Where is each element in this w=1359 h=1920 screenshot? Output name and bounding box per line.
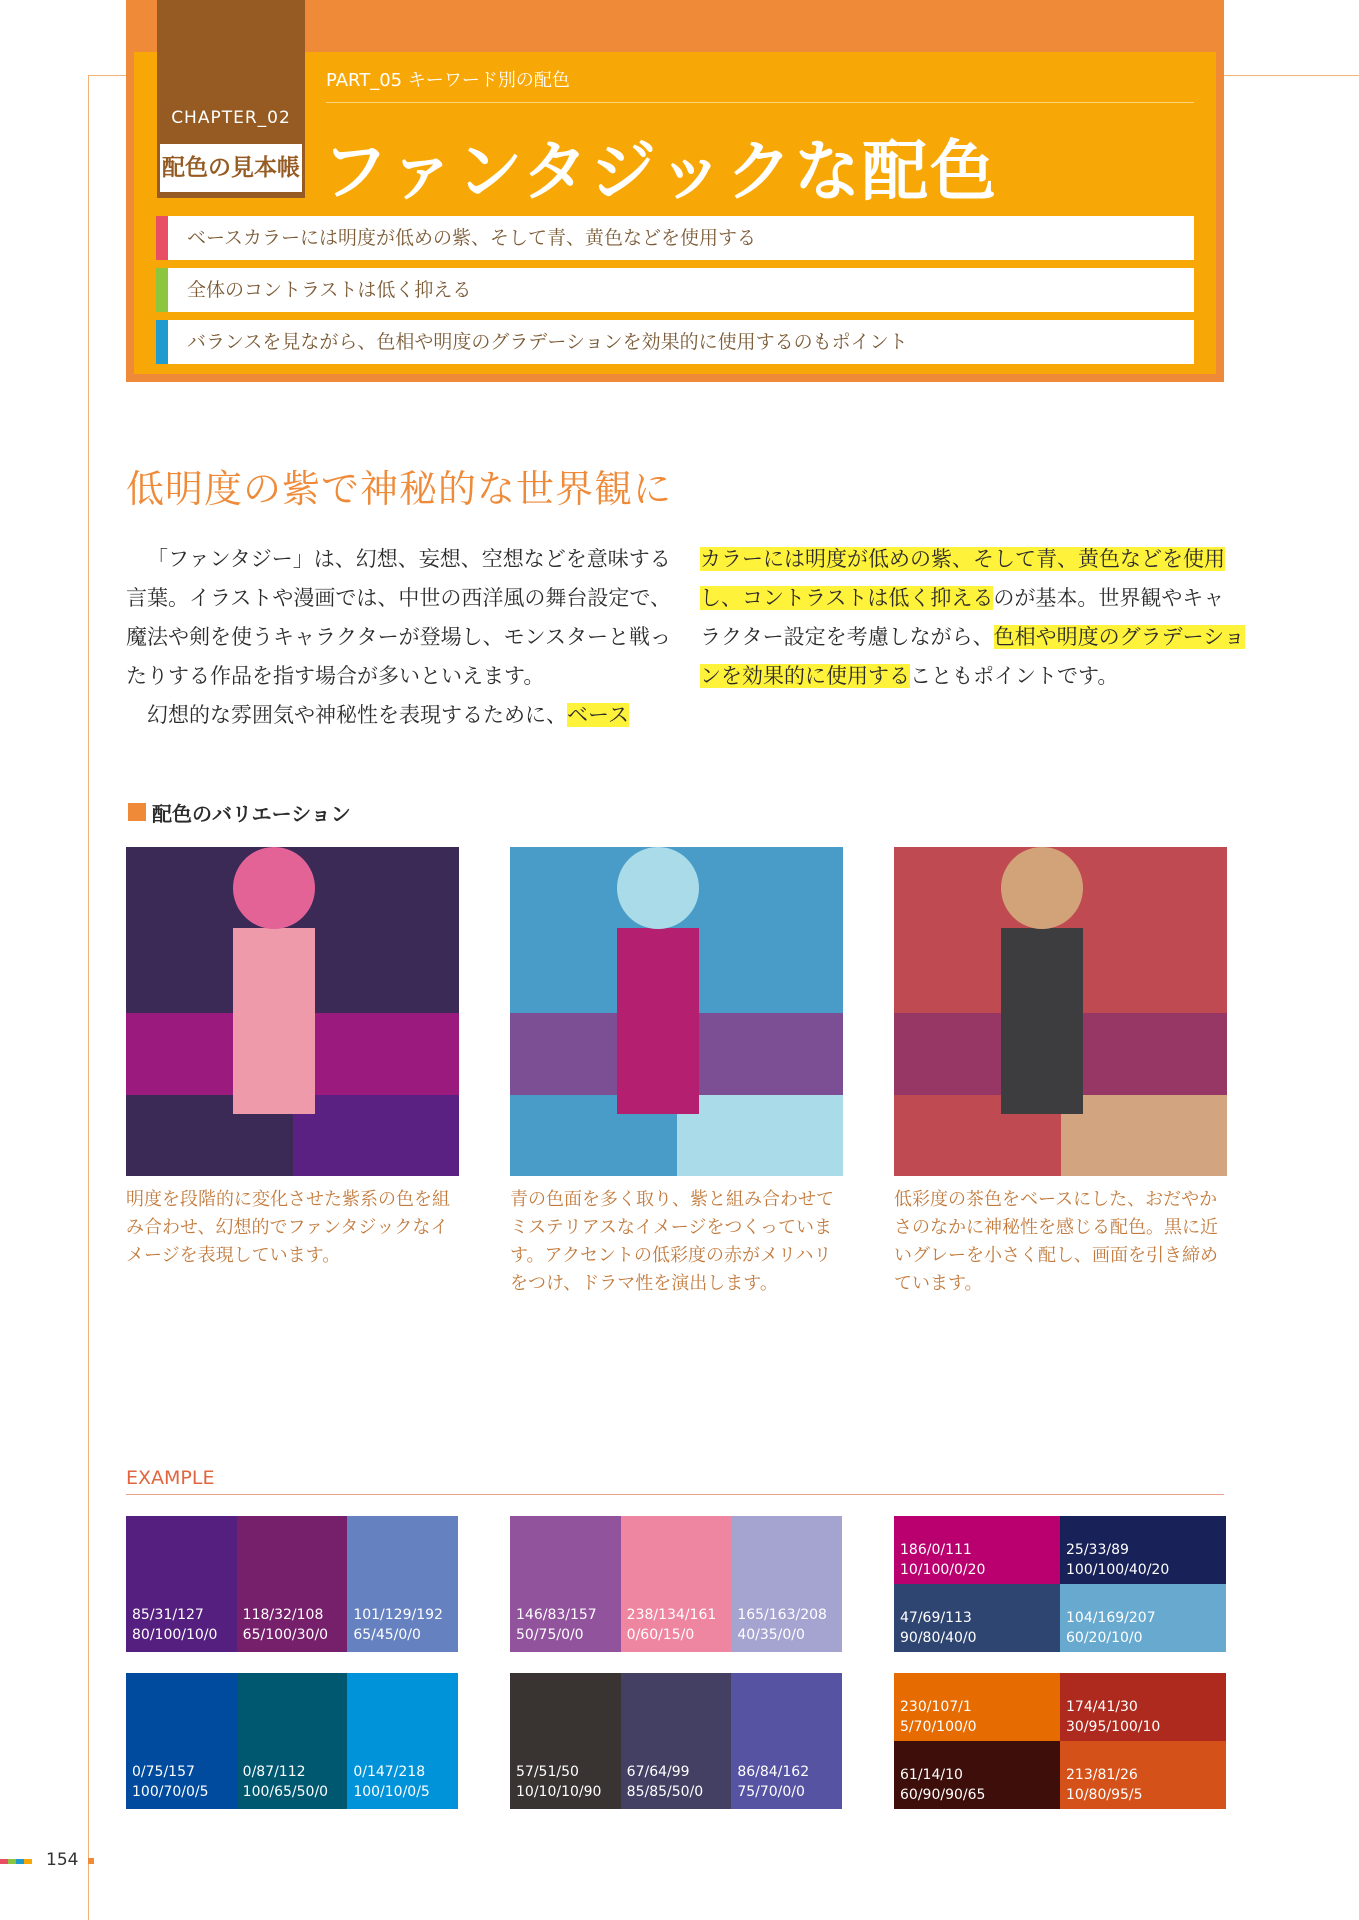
point-row xyxy=(156,268,1194,312)
swatch-rgb: 230/107/1 xyxy=(900,1699,972,1715)
swatch-values xyxy=(900,1765,985,1805)
swatch-values xyxy=(353,1605,443,1645)
color-swatch xyxy=(126,1673,237,1809)
variation-illustration xyxy=(510,847,843,1176)
swatch-values xyxy=(900,1540,985,1580)
variations-title: 配色のバリエーション xyxy=(152,802,351,826)
margin-rule-left xyxy=(88,75,126,76)
swatch-cmyk: 10/80/95/5 xyxy=(1066,1787,1143,1803)
margin-rule-vertical xyxy=(88,75,89,1920)
illus-bottom-right xyxy=(677,1095,844,1176)
highlight-text: 色相や明度のグラデーションを効果的に使用する xyxy=(700,625,1245,688)
chapter-box-label: 配色の見本帳 xyxy=(160,144,302,192)
point-row xyxy=(156,216,1194,260)
variation-caption: 青の色面を多く取り、紫と組み合わせてミステリアスなイメージをつくっています。アクセントの低彩度の赤がメリハリをつけ、ドラマ性を演出します。 xyxy=(510,1189,834,1294)
swatch-cmyk: 30/95/100/10 xyxy=(1066,1719,1161,1735)
color-swatch xyxy=(894,1741,1060,1809)
variation-caption: 低彩度の茶色をベースにした、おだやかさのなかに神秘性を感じる配色。黒に近いグレーを小さく配し、画面を引き締めています。 xyxy=(894,1189,1218,1294)
swatch-cmyk: 40/35/0/0 xyxy=(737,1627,805,1643)
figure-head xyxy=(1001,847,1083,929)
color-swatch xyxy=(1060,1584,1226,1652)
swatch-rgb: 101/129/192 xyxy=(353,1607,443,1623)
chapter-label: CHAPTER_02 xyxy=(171,108,291,128)
point-marker xyxy=(156,320,168,364)
color-swatch xyxy=(1060,1673,1226,1741)
page-title: ファンタジックな配色 xyxy=(322,133,999,210)
swatch-values xyxy=(1066,1765,1143,1805)
highlight-text: ベース xyxy=(567,703,629,727)
swatch-rgb: 25/33/89 xyxy=(1066,1542,1129,1558)
margin-rule-right xyxy=(1224,75,1359,76)
color-swatch xyxy=(347,1516,458,1652)
section-title: 低明度の紫で神秘的な世界観に xyxy=(126,467,673,511)
color-swatch xyxy=(621,1516,732,1652)
swatch-cmyk: 100/100/40/20 xyxy=(1066,1562,1170,1578)
point-row xyxy=(156,320,1194,364)
swatch-values xyxy=(516,1762,601,1802)
swatch-rgb: 174/41/30 xyxy=(1066,1699,1138,1715)
swatch-rgb: 47/69/113 xyxy=(900,1610,972,1626)
swatch-values xyxy=(243,1605,328,1645)
example-title: EXAMPLE xyxy=(126,1467,215,1489)
swatch-values xyxy=(900,1697,977,1737)
swatch-cmyk: 100/10/0/5 xyxy=(353,1784,430,1800)
swatch-rgb: 85/31/127 xyxy=(132,1607,204,1623)
figure-body xyxy=(1001,928,1083,1114)
section-marker xyxy=(128,803,146,821)
body-text: のが基本。世界観やキャラクター設定を考慮しながら、 xyxy=(700,586,1225,649)
color-swatch xyxy=(894,1584,1060,1652)
part-label: PART_05 キーワード別の配色 xyxy=(326,70,570,91)
swatch-rgb: 186/0/111 xyxy=(900,1542,972,1558)
swatch-rgb: 238/134/161 xyxy=(626,1607,717,1623)
swatch-values xyxy=(132,1762,209,1802)
color-swatch xyxy=(1060,1516,1226,1584)
illus-bottom-right xyxy=(1061,1095,1228,1176)
swatch-rgb: 165/163/208 xyxy=(737,1607,827,1623)
swatch-cmyk: 60/90/90/65 xyxy=(900,1787,986,1803)
color-swatch xyxy=(126,1516,237,1652)
swatch-cmyk: 10/100/0/20 xyxy=(900,1562,986,1578)
swatch-cmyk: 65/45/0/0 xyxy=(353,1627,421,1643)
figure-body xyxy=(233,928,315,1114)
swatch-values xyxy=(737,1762,809,1802)
color-swatch xyxy=(510,1673,621,1809)
swatch-values xyxy=(353,1762,430,1802)
swatch-values xyxy=(737,1605,827,1645)
swatch-rgb: 104/169/207 xyxy=(1066,1610,1156,1626)
point-text: ベースカラーには明度が低めの紫、そして青、黄色などを使用する xyxy=(187,227,757,249)
highlight-text: カラーには明度が低めの紫、そして青、黄色などを使用し、コントラストは低く抑える xyxy=(700,547,1225,610)
point-text: バランスを見ながら、色相や明度のグラデーションを効果的に使用するのもポイント xyxy=(187,331,908,353)
swatch-values xyxy=(627,1762,704,1802)
color-swatch xyxy=(347,1673,458,1809)
swatch-values xyxy=(132,1605,217,1645)
swatch-values xyxy=(1066,1697,1160,1737)
swatch-rgb: 57/51/50 xyxy=(516,1764,579,1780)
swatch-rgb: 61/14/10 xyxy=(900,1767,963,1783)
color-swatch xyxy=(237,1673,348,1809)
page-dot xyxy=(88,1858,94,1864)
swatch-values xyxy=(516,1605,597,1645)
point-marker xyxy=(156,268,168,312)
color-swatch xyxy=(621,1673,732,1809)
swatch-values xyxy=(900,1608,977,1648)
swatch-cmyk: 100/70/0/5 xyxy=(132,1784,209,1800)
color-swatch xyxy=(731,1516,842,1652)
variation-caption: 明度を段階的に変化させた紫系の色を組み合わせ、幻想的でファンタジックなイメージを表現しています。 xyxy=(126,1189,450,1266)
point-marker xyxy=(156,216,168,260)
swatch-rgb: 0/75/157 xyxy=(132,1764,195,1780)
page-color-strip xyxy=(0,1859,32,1864)
color-swatch xyxy=(1060,1741,1226,1809)
page-number: 154 xyxy=(46,1850,79,1870)
figure-body xyxy=(617,928,699,1114)
swatch-values xyxy=(243,1762,328,1802)
swatch-cmyk: 100/65/50/0 xyxy=(242,1784,329,1800)
color-swatch xyxy=(894,1673,1060,1741)
variation-illustration xyxy=(126,847,459,1176)
variation-illustration xyxy=(894,847,1227,1176)
body-paragraph xyxy=(126,696,671,735)
color-swatch xyxy=(510,1516,621,1652)
swatch-cmyk: 75/70/0/0 xyxy=(737,1784,805,1800)
swatch-rgb: 118/32/108 xyxy=(242,1607,324,1623)
body-right-column xyxy=(700,540,1245,696)
figure-head xyxy=(617,847,699,929)
swatch-values xyxy=(627,1605,717,1645)
illus-bottom-right xyxy=(293,1095,460,1176)
body-text: 幻想的な雰囲気や神秘性を表現するために、 xyxy=(147,703,567,727)
swatch-rgb: 67/64/99 xyxy=(626,1764,690,1780)
swatch-values xyxy=(1066,1540,1169,1580)
color-swatch xyxy=(894,1516,1060,1584)
example-rule xyxy=(126,1494,1224,1495)
swatch-cmyk: 60/20/10/0 xyxy=(1066,1630,1143,1646)
swatch-rgb: 213/81/26 xyxy=(1066,1767,1138,1783)
part-rule xyxy=(326,102,1194,103)
swatch-cmyk: 85/85/50/0 xyxy=(626,1784,704,1800)
swatch-cmyk: 5/70/100/0 xyxy=(900,1719,977,1735)
body-paragraph: 「ファンタジー」は、幻想、妄想、空想などを意味する言葉。イラストや漫画では、中世の西洋風の舞台設定で、魔法や剣を使うキャラクターが登場し、モンスターと戦ったりする作品を指す場合が多いといえます。 xyxy=(126,547,671,688)
color-swatch xyxy=(731,1673,842,1809)
swatch-cmyk: 65/100/30/0 xyxy=(242,1627,329,1643)
point-text: 全体のコントラストは低く抑える xyxy=(187,279,472,301)
swatch-rgb: 146/83/157 xyxy=(516,1607,597,1623)
swatch-values xyxy=(1066,1608,1156,1648)
color-swatch xyxy=(237,1516,348,1652)
swatch-cmyk: 0/60/15/0 xyxy=(626,1627,695,1643)
body-text: こともポイントです。 xyxy=(910,664,1119,688)
swatch-rgb: 0/87/112 xyxy=(242,1764,306,1780)
swatch-cmyk: 10/10/10/90 xyxy=(516,1784,602,1800)
swatch-cmyk: 90/80/40/0 xyxy=(900,1630,977,1646)
swatch-cmyk: 50/75/0/0 xyxy=(516,1627,584,1643)
swatch-cmyk: 80/100/10/0 xyxy=(132,1627,218,1643)
figure-head xyxy=(233,847,315,929)
body-left-column xyxy=(126,540,671,735)
swatch-rgb: 86/84/162 xyxy=(737,1764,810,1780)
swatch-rgb: 0/147/218 xyxy=(353,1764,426,1780)
